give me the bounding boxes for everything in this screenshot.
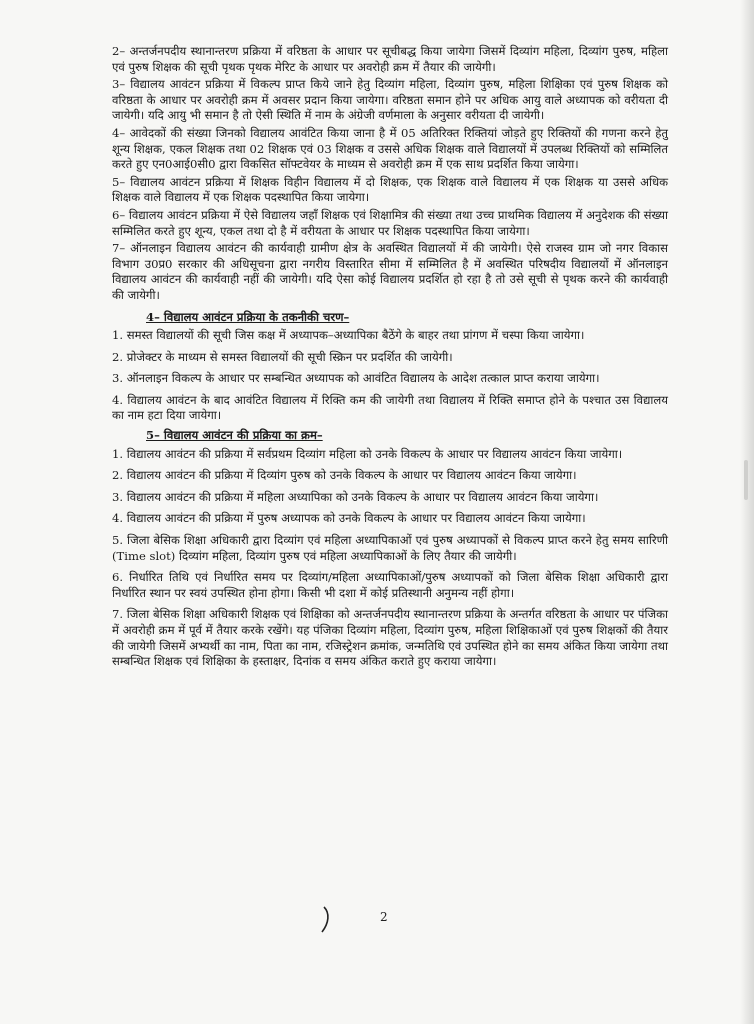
document-body bbox=[112, 44, 668, 672]
paragraph-3: 3– विद्यालय आवंटन प्रक्रिया में विकल्प प्राप्त किये जाने हेतु दिव्यांग महिला, दिव्यांग पुरुष, महिला शिक्षिका एवं पुरुष शिक्षक को वरिष्ठता के आधार पर अवरोही क्रम में अवसर प्रदान किया जायेगा। वरिष्ठता समान होने पर अधिक आयु वाले अध्यापक को वरीयता दी जायेगी। यदि आयु भी समान है तो ऐसी स्थिति में नाम के अंग्रेजी वर्णमाला के अनुसार वरीयता दी जायेगी। bbox=[112, 77, 668, 123]
section-5-item-6: 6. निर्धारित तिथि एवं निर्धारित समय पर दिव्यांग/महिला अध्यापिकाओं/पुरुष अध्यापकों को जिला बेसिक शिक्षा अधिकारी द्वारा निर्धारित स्थान पर स्वयं उपस्थित होना होगा। किसी भी दशा में कोई प्रतिस्थानी अनुमन्य नहीं होगा। bbox=[112, 570, 668, 600]
section-4-heading: 4– विद्यालय आवंटन प्रक्रिया के तकनीकी चरण– bbox=[146, 309, 350, 324]
paragraph-4: 4– आवेदकों की संख्या जिनको विद्यालय आवंटित किया जाना है में 05 अतिरिक्त रिक्तियां जोड़ते हुए रिक्तियों की गणना करने हेतु शून्य शिक्षक, एकल शिक्षक तथा 02 शिक्षक एवं 03 शिक्षक व उससे अधिक शिक्षक वाले विद्यालयों में उपलब्ध रिक्तियों को सम्मिलित करते हुए एन0आई0सी0 द्वारा विकसित सॉफ्टवेयर के माध्यम से अवरोही क्रम में एक साथ प्रदर्शित किया जायेगा। bbox=[112, 125, 668, 172]
section-4-item-2: 2. प्रोजेक्टर के माध्यम से समस्त विद्यालयों की सूची स्क्रिन पर प्रदर्शित की जायेगी। bbox=[112, 349, 453, 364]
section-4-item-1: 1. समस्त विद्यालयों की सूची जिस कक्ष में अध्यापक–अध्यापिका बैठेंगे के बाहर तथा प्रांगण में चस्पा किया जायेगा। bbox=[112, 328, 585, 343]
section-5-item-2: 2. विद्यालय आवंटन की प्रक्रिया में दिव्यांग पुरुष को उनके विकल्प के आधार पर विद्यालय आवंटन किया जायेगा। bbox=[112, 468, 577, 483]
section-4-item-3: 3. ऑनलाइन विकल्प के आधार पर सम्बन्धित अध्यापक को आवंटित विद्यालय के आदेश तत्काल प्राप्त कराया जायेगा। bbox=[112, 371, 600, 386]
section-4-item-4: 4. विद्यालय आवंटन के बाद आवंटित विद्यालय में रिक्ति कम की जायेगी तथा विद्यालय में रिक्ति समाप्त होने के पश्चात उस विद्यालय का नाम हटा दिया जायेगा। bbox=[112, 392, 668, 423]
paragraph-6: 6– विद्यालय आवंटन प्रक्रिया में ऐसे विद्यालय जहाँ शिक्षक एवं शिक्षामित्र की संख्या तथा उच्च प्राथमिक विद्यालय में अनुदेशक की संख्या सम्मिलित करते हुए शून्य, एकल तथा दो है में वरीयता के आधार पर शिक्षक पदस्थापित किया जायेगा। bbox=[112, 207, 668, 238]
section-5-item-1: 1. विद्यालय आवंटन की प्रक्रिया में सर्वप्रथम दिव्यांग महिला को उनके विकल्प के आधार पर विद्यालय आवंटन किया जायेगा। bbox=[112, 446, 623, 461]
section-5-item-4: 4. विद्यालय आवंटन की प्रक्रिया में पुरुष अध्यापक को उनके विकल्प के आधार पर विद्यालय आवंटन किया जायेगा। bbox=[112, 511, 586, 526]
paragraph-7: 7– ऑनलाइन विद्यालय आवंटन की कार्यवाही ग्रामीण क्षेत्र के अवस्थित विद्यालयों में की जायेगी। ऐसे राजस्व ग्राम जो नगर विकास विभाग उ0प्र0 सरकार की अधिसूचना द्वारा नगरीय विस्तारित सीमा में सम्मिलित है में अवस्थित परिषदीय विद्यालयों में ऑनलाइन विद्यालय आवंटन की कार्यवाही नहीं की जायेगी। यदि ऐसा कोई विद्यालय प्रदर्शित हो रहा है तो उसे सूची से पृथक करने की कार्यवाही की जायेगी। bbox=[112, 241, 668, 302]
page-number: 2 bbox=[380, 910, 388, 924]
initial-mark-icon bbox=[318, 905, 338, 935]
section-5-item-7: 7. जिला बेसिक शिक्षा अधिकारी शिक्षक एवं शिक्षिका को अन्तर्जनपदीय स्थानान्तरण प्रक्रिया के अन्तर्गत वरिष्ठता के आधार पर पंजिका में अवरोही क्रम में पूर्व में तैयार करके रखेंगे। यह पंजिका दिव्यांग महिला, दिव्यांग पुरुष, महिला शिक्षिकाओं एवं पुरुष शिक्षकों की तैयार की जायेगी जिसमें अभ्यर्थी का नाम, पिता का नाम, रजिस्ट्रेशन क्रमांक, जन्मतिथि एवं उपस्थित होने का समय अंकित किया जायेगा तथा सम्बन्धित शिक्षक एवं शिक्षिका के हस्ताक्षर, दिनांक व समय अंकित कराते हुए कराया जायेगा। bbox=[112, 607, 668, 669]
section-5-item-5: 5. जिला बेसिक शिक्षा अधिकारी द्वारा दिव्यांग एवं महिला अध्यापिकाओं एवं पुरुष अध्यापकों से विकल्प प्राप्त करने हेतु समय सारिणी (Time slot) दिव्यांग महिला, दिव्यांग पुरुष एवं महिला अध्यापिकाओं के लिए तैयार की जायेगी। bbox=[112, 533, 668, 563]
section-5-heading: 5– विद्यालय आवंटन की प्रक्रिया का क्रम– bbox=[146, 428, 323, 443]
paragraph-2: 2– अन्तर्जनपदीय स्थानान्तरण प्रक्रिया में वरिष्ठता के आधार पर सूचीबद्ध किया जायेगा जिसमें दिव्यांग महिला, दिव्यांग पुरुष, महिला एवं पुरुष शिक्षक की सूची पृथक पृथक मेरिट के आधार पर अवरोही क्रम में तैयार की जायेगी। bbox=[112, 44, 668, 74]
section-5-item-3: 3. विद्यालय आवंटन की प्रक्रिया में महिला अध्यापिका को उनके विकल्प के आधार पर विद्यालय आवंटन किया जायेगा। bbox=[112, 489, 599, 504]
page-edge-shadow bbox=[740, 0, 754, 1024]
scrollbar-thumb[interactable] bbox=[744, 460, 748, 500]
paragraph-5: 5– विद्यालय आवंटन प्रक्रिया में शिक्षक विहीन विद्यालय में दो शिक्षक, एक शिक्षक वाले विद्यालय में एक शिक्षक या उससे अधिक शिक्षक वाले विद्यालय में एक शिक्षक पदस्थापित किया जायेगा। bbox=[112, 174, 668, 205]
